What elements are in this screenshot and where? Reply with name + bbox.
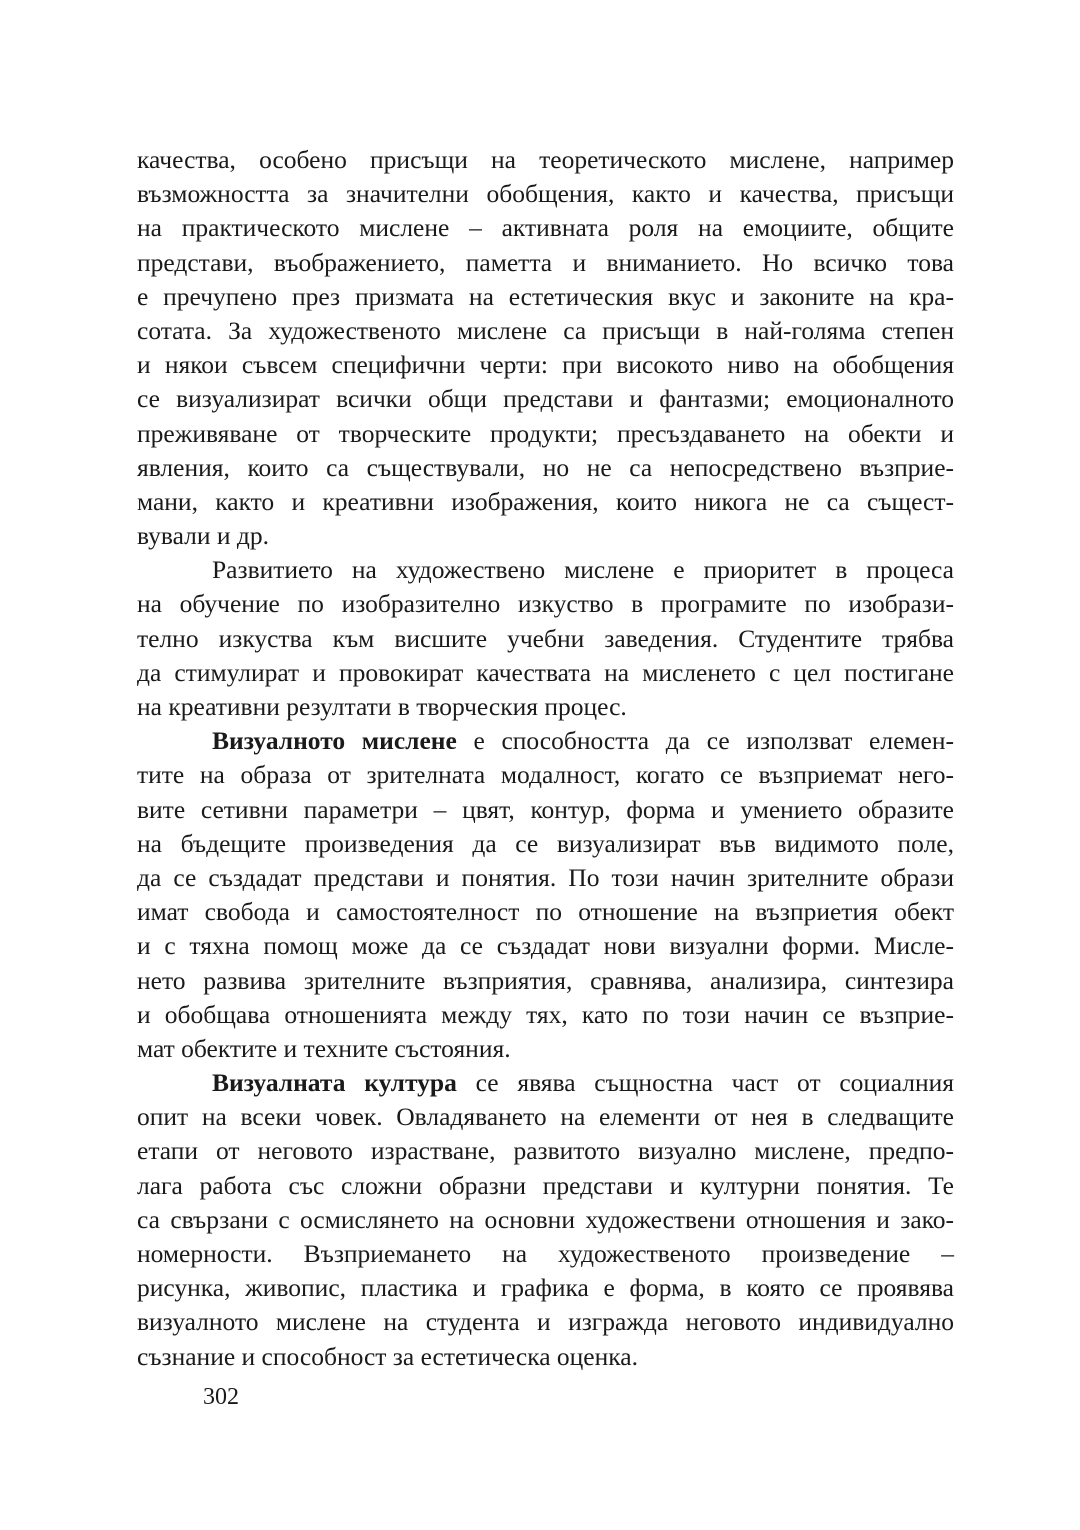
text-line: опит на всеки човек. Овладяването на елементи от нея в следващите [137, 1102, 954, 1132]
text-line: номерности. Възприемането на художественото произведение – [137, 1239, 954, 1268]
text-line: качества, особено присъщи на теоретическото мислене, например [137, 145, 954, 174]
text-line: са свързани с осмислянето на основни художествени отношения и зако- [137, 1204, 954, 1234]
text-line: на бъдещите произведения да се визуализират във видимото поле, [137, 828, 954, 858]
text-fragment: е способността да се използват елемен- [456, 726, 954, 756]
text-line: е пречупено през призмата на естетическия вкус и законите на кра- [137, 281, 954, 311]
text-fragment: се явява същностна част от социалния [456, 1068, 954, 1098]
text-line: на обучение по изобразително изкуство в програмите по изобрази- [137, 589, 954, 619]
text-line: вите сетивни параметри – цвят, контур, форма и умението образите [137, 794, 954, 824]
term-visual-culture: Визуалната култура [212, 1068, 457, 1098]
text-line: мат обектите и техните състояния. [137, 1033, 511, 1063]
text-line: имат свобода и самостоятелност по отношение на възприетия обект [137, 897, 954, 927]
text-line: възможността за значителни обобщения, както и качества, присъщи [137, 179, 954, 209]
paragraph-2 [137, 553, 954, 724]
text-line: и някои съвсем специфични черти: при високото ниво на обобщения [137, 350, 954, 380]
text-line: сотата. За художественото мислене са присъщи в най-голяма степен [137, 315, 954, 345]
text-line: Развитието на художествено мислене е приоритет в процеса [212, 555, 954, 585]
text-line: на креативни резултати в творческия процес. [137, 692, 627, 721]
text-line: рисунка, живопис, пластика и графика е форма, в която се проявява [137, 1273, 954, 1303]
text-line: явления, които са съществували, но не са непосредствено възприе- [137, 452, 954, 482]
text-line: и обобщава отношенията между тях, като по този начин се възприе- [137, 999, 954, 1029]
text-line: визуалното мислене на студента и изгражда неговото индивидуално [137, 1307, 954, 1337]
text-line: телно изкуства към висшите учебни заведения. Студентите трябва [137, 623, 954, 653]
text-line: преживяване от творческите продукти; пресъздаването на обекти и [137, 418, 954, 448]
text-line: тите на образа от зрителната модалност, когато се възприемат него- [137, 760, 954, 790]
term-visual-thinking: Визуалното мислене [212, 726, 457, 756]
text-line [137, 724, 954, 758]
text-line: да се създадат представи и понятия. По този начин зрителните образи [137, 862, 954, 892]
text-line: нето развива зрителните възприятия, сравнява, анализира, синтезира [137, 965, 954, 995]
paragraph-3 [137, 724, 954, 1066]
text-line: лага работа със сложни образни представи и културни понятия. Те [137, 1170, 954, 1200]
text-line: съзнание и способност за естетическа оценка. [137, 1341, 638, 1371]
text-line: вували и др. [137, 521, 270, 551]
text-line: мани, както и креативни изображения, които никога не са същест- [137, 486, 954, 516]
text-line: етапи от неговото израстване, развитото визуално мислене, предпо- [137, 1136, 954, 1166]
text-line: да стимулират и провокират качествата на мисленето с цел постигане [137, 657, 954, 687]
paragraph-4 [137, 1066, 954, 1374]
paragraph-1 [137, 143, 954, 553]
text-line: и с тяхна помощ може да се създадат нови визуални форми. Мисле- [137, 931, 954, 961]
text-line: се визуализират всички общи представи и фантазми; емоционалното [137, 384, 954, 414]
text-line: на практическото мислене – активната роля на емоциите, общите [137, 213, 954, 243]
page-number: 302 [203, 1384, 239, 1410]
text-line: представи, въображението, паметта и вниманието. Но всичко това [137, 247, 954, 277]
page-body [137, 143, 954, 1374]
text-line [137, 1066, 954, 1100]
